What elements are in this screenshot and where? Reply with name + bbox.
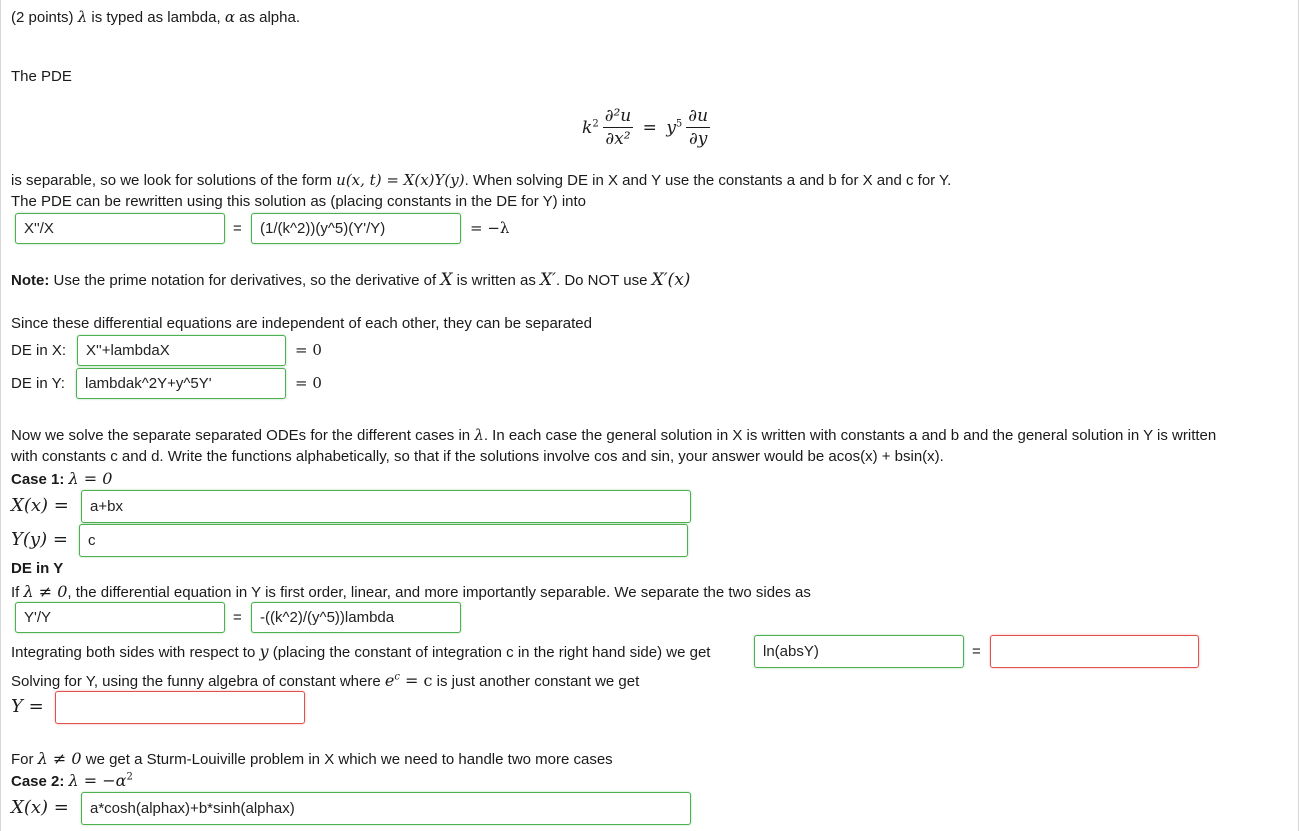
case2-intro-a: For xyxy=(11,751,34,768)
cases-intro-b: . In each case the general solution in X is written with constants a and b and the general solution in Y is written xyxy=(483,427,1217,444)
lambda-symbol: λ xyxy=(77,8,88,26)
case1-condition: λ = 0 xyxy=(68,469,113,488)
pde-heading: The PDE xyxy=(11,68,72,85)
case2-heading xyxy=(11,771,133,790)
integrate-text-b: (placing the constant of integration c in the right hand side) we get xyxy=(272,644,711,661)
rewrite-tail: = −λ xyxy=(470,219,510,237)
pde-lhs-coef: $k^2$ xyxy=(582,117,599,138)
intro-line xyxy=(11,8,300,26)
separable-text-a: is separable, so we look for solutions of the form xyxy=(11,172,332,189)
de-y-label: DE in Y: xyxy=(11,375,65,392)
separate-left-input[interactable]: Y'/Y xyxy=(15,602,225,633)
cases-intro-line-2: with constants c and d. Write the functions alphabetically, so that if the solutions involve cos and sin, your answer would be acos(x) + bsin(x). xyxy=(11,448,944,465)
rewrite-equals: = xyxy=(233,220,242,237)
note-label: Note: xyxy=(11,272,50,289)
solve-text xyxy=(11,671,639,690)
separated-intro: Since these differential equations are independent of each other, they can be separated xyxy=(11,315,592,332)
separable-line-2: The PDE can be rewritten using this solution as (placing constants in the DE for Y) into xyxy=(11,193,587,210)
de-y-equals-zero: = 0 xyxy=(295,374,322,392)
case2-intro-cond: λ ≠ 0 xyxy=(37,749,82,768)
case1-y-label: Y(y) = xyxy=(11,529,68,550)
solve-text-b: is just another constant we get xyxy=(436,673,640,690)
note-xp: X′ xyxy=(540,270,556,290)
case1-x-input[interactable]: a+bx xyxy=(81,490,691,523)
integrate-var: y xyxy=(259,642,269,661)
separable-text-b: . When solving DE in X and Y use the constants a and b for X and c for Y. xyxy=(464,172,952,189)
rewrite-left-input[interactable]: X''/X xyxy=(15,213,225,244)
note-xpx: X′(x) xyxy=(651,270,691,290)
de-in-y-cond: λ ≠ 0 xyxy=(23,582,68,601)
case2-intro xyxy=(11,749,613,768)
de-in-y-text-a: If xyxy=(11,584,20,601)
note-text-c: . Do NOT use xyxy=(556,272,648,289)
separable-line-1 xyxy=(11,171,951,189)
de-x-equals-zero: = 0 xyxy=(295,341,322,359)
integrate-left-input[interactable]: ln(absY) xyxy=(754,635,964,668)
cases-intro-line-1 xyxy=(11,426,1216,444)
de-in-y-heading: DE in Y xyxy=(11,560,64,577)
note-x: X xyxy=(440,270,453,290)
y-solution-input[interactable] xyxy=(55,691,305,724)
typing-note-1: is typed as lambda, xyxy=(91,9,221,26)
alpha-symbol: α xyxy=(224,8,235,26)
case2-x-input[interactable]: a*cosh(alphax)+b*sinh(alphax) xyxy=(81,792,691,825)
solve-text-a: Solving for Y, using the funny algebra of constant where xyxy=(11,673,381,690)
case2-x-label: X(x) = xyxy=(11,797,69,818)
case1-y-input[interactable]: c xyxy=(79,524,688,557)
rewrite-right-input[interactable]: (1/(k^2))(y^5)(Y'/Y) xyxy=(251,213,461,244)
y-solution-label: Y = xyxy=(11,696,44,717)
pde-rhs-num: ∂u xyxy=(688,106,709,126)
integrate-text xyxy=(11,642,710,661)
cases-lambda: λ xyxy=(474,426,484,444)
case1-label: Case 1: xyxy=(11,471,65,488)
pde-equals: = xyxy=(637,117,663,138)
note-text-a: Use the prime notation for derivatives, so the derivative of xyxy=(53,272,437,289)
integrate-right-input[interactable] xyxy=(990,635,1199,668)
integrate-equals: = xyxy=(972,643,981,660)
pde-rhs-coef: $y^5$ xyxy=(666,117,683,138)
note-text-b: is written as xyxy=(456,272,536,289)
de-x-input[interactable]: X''+lambdaX xyxy=(77,335,286,366)
typing-note-2: as alpha. xyxy=(239,9,301,26)
de-in-y-text xyxy=(11,582,811,601)
case2-intro-b: we get a Sturm-Louiville problem in X which we need to handle two more cases xyxy=(85,751,613,768)
pde-equation xyxy=(582,106,710,149)
integrate-text-a: Integrating both sides with respect to xyxy=(11,644,256,661)
pde-rhs-fraction xyxy=(686,106,710,149)
case1-x-label: X(x) = xyxy=(11,495,69,516)
separate-right-input[interactable]: -((k^2)/(y^5))lambda xyxy=(251,602,461,633)
pde-lhs-den: ∂x² xyxy=(605,129,631,149)
solve-math: $e^c = c$ xyxy=(384,671,433,690)
pde-rhs-den: ∂y xyxy=(688,129,708,149)
pde-lhs-fraction xyxy=(603,106,634,149)
cases-intro-a: Now we solve the separate separated ODEs for the different cases in xyxy=(11,427,471,444)
points-label: (2 points) xyxy=(11,9,74,26)
case2-condition: $\lambda = -\alpha^2$ xyxy=(68,771,133,790)
case1-heading xyxy=(11,469,112,488)
de-in-y-text-b: , the differential equation in Y is first order, linear, and more importantly separable. We separate the two sides as xyxy=(67,584,811,601)
separable-form: u(x, t) = X(x)Y(y) xyxy=(336,171,465,189)
prime-note xyxy=(11,270,690,290)
pde-lhs-num: ∂²u xyxy=(604,106,632,126)
case2-label: Case 2: xyxy=(11,773,65,790)
separate-equals: = xyxy=(233,609,242,626)
de-y-input[interactable]: lambdak^2Y+y^5Y' xyxy=(76,368,286,399)
de-x-label: DE in X: xyxy=(11,342,67,359)
